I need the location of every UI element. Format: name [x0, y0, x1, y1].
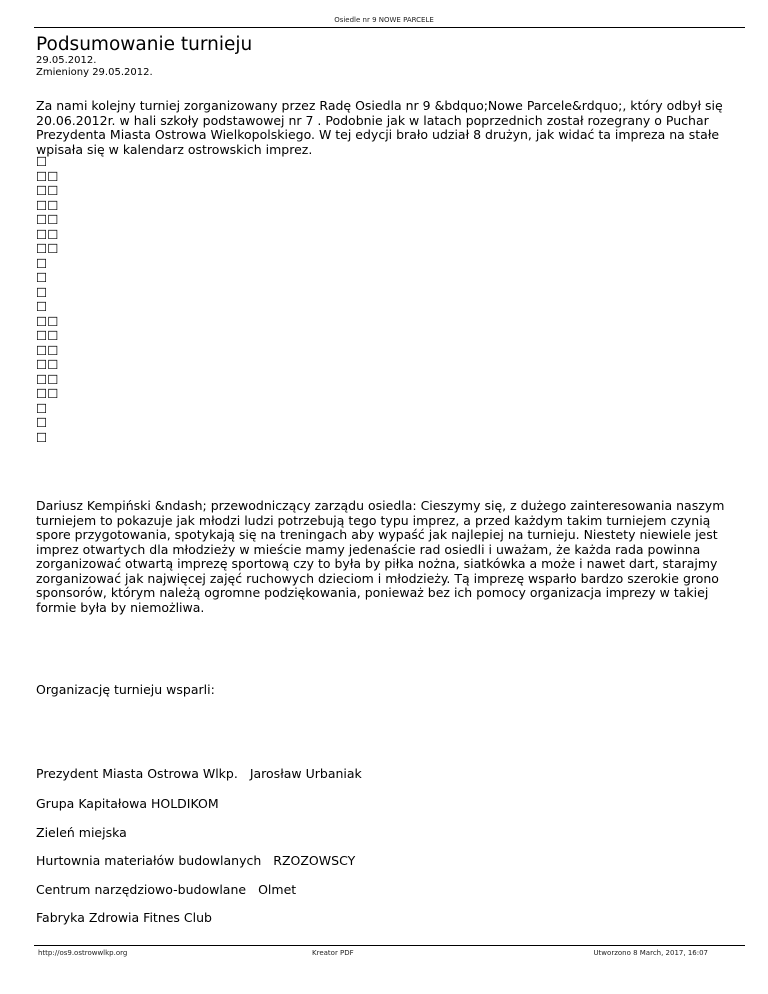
placeholder-row: ☐ — [36, 255, 48, 271]
sponsor-name: Hurtownia materiałów budowlanych — [36, 853, 262, 868]
sponsor-name: Prezydent Miasta Ostrowa Wlkp. — [36, 766, 238, 781]
placeholder-row: ☐☐ — [36, 357, 59, 372]
placeholder-row: ☐☐ — [36, 313, 59, 329]
placeholder-row: ☐☐ — [36, 241, 59, 256]
placeholder-row: ☐☐ — [36, 371, 59, 387]
placeholder-row: ☐ — [36, 415, 48, 430]
sponsor-detail: Jarosław Urbaniak — [249, 766, 362, 781]
footer-generator: Kreator PDF — [312, 949, 354, 957]
sponsor-item — [36, 854, 355, 869]
sponsor-item — [36, 767, 362, 782]
sponsors-heading: Organizację turnieju wsparli: — [36, 682, 215, 697]
placeholder-row: ☐☐ — [36, 197, 59, 213]
placeholder-row: ☐☐ — [36, 212, 59, 227]
placeholder-row: ☐ — [36, 154, 48, 169]
footer-divider — [34, 945, 745, 946]
footer-created: Utworzono 8 March, 2017, 16:07 — [593, 949, 708, 957]
placeholder-row: ☐☐ — [36, 226, 59, 242]
sponsor-name: Grupa Kapitałowa HOLDIKOM — [36, 796, 219, 811]
placeholder-row: ☐ — [36, 284, 48, 300]
sponsor-item — [36, 883, 296, 898]
sponsor-name: Centrum narzędziowo-budowlane — [36, 882, 247, 897]
placeholder-row: ☐☐ — [36, 168, 59, 184]
placeholder-row: ☐ — [36, 270, 48, 285]
placeholder-row: ☐ — [36, 429, 48, 445]
placeholder-row: ☐☐ — [36, 183, 59, 198]
sponsor-detail: Olmet — [258, 882, 297, 897]
placeholder-row: ☐ — [36, 400, 48, 416]
sponsor-name: Zieleń miejska — [36, 825, 127, 840]
placeholder-row: ☐☐ — [36, 328, 59, 343]
missing-image-placeholders — [36, 155, 58, 445]
sponsor-item — [36, 911, 212, 926]
header-divider — [34, 27, 745, 28]
placeholder-row: ☐☐ — [36, 342, 59, 358]
footer-url: http://os9.ostrowwlkp.org — [38, 949, 128, 957]
article-date: 29.05.2012. — [36, 55, 97, 66]
sponsor-name: Fabryka Zdrowia Fitnes Club — [36, 910, 212, 925]
article-modified-date: Zmieniony 29.05.2012. — [36, 67, 153, 78]
placeholder-row: ☐ — [36, 299, 48, 314]
sponsor-detail: RZOZOWSCY — [273, 853, 356, 868]
sponsor-item — [36, 826, 127, 841]
placeholder-row: ☐☐ — [36, 386, 59, 401]
sponsor-item — [36, 797, 219, 812]
article-intro: Za nami kolejny turniej zorganizowany przez Radę Osiedla nr 9 &bdquo;Nowe Parcele&rdquo;, który odbył się 20.06.2012r. w hali szkoły podstawowej nr 7 . Podobnie jak w latach poprzednich został rozegrany o Puchar Prezydenta Miasta Ostrowa Wielkopolskiego. W tej edycji brało udział 8 drużyn, jak widać ta impreza na stałe wpisała się w kalendarz ostrowskich imprez. — [36, 98, 723, 157]
article-title: Podsumowanie turnieju — [36, 34, 253, 55]
site-title: Osiedle nr 9 NOWE PARCELE — [334, 16, 434, 24]
chairman-statement: Dariusz Kempiński &ndash; przewodniczący zarządu osiedla: Cieszymy się, z dużego zainteresowania naszym turniejem to pokazuje jak młodzi ludzi potrzebują tego typu imprez, a przed każdym takim turniejem czynią spore przygotowania, spotykają się na treningach aby wypaść jak najlepiej na turnieju. Niestety niewiele jest imprez otwartych dla młodzieży w mieście mamy jedenaście rad osiedli i uważam, że każda rada powinna zorganizować otwartą imprezę sportową czy to była by piłka nożna, siatkówka a może i nawet dart, starajmy zorganizować jak najwięcej zajęć ruchowych dzieciom i młodzieży. Tą imprezę wsparło bardzo szerokie grono sponsorów, którym należą ogromne podziękowania, ponieważ bez ich pomocy organizacja imprezy w takiej formie była by niemożliwa. — [36, 498, 725, 615]
